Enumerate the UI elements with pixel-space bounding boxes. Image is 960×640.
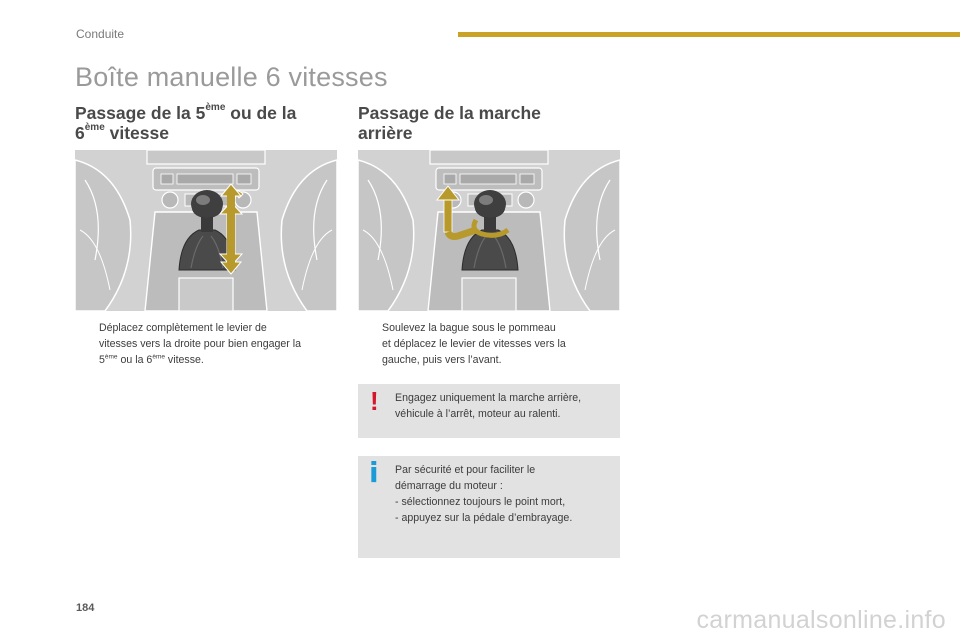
warning-note — [358, 384, 620, 438]
heading-fifth-sixth-gear — [75, 103, 345, 143]
info-list-item: - sélectionnez toujours le point mort, — [395, 496, 566, 508]
info-icon: i — [369, 456, 379, 489]
gear-lever-vertical-arrow-icon — [75, 150, 337, 311]
heading-superscript: ème — [84, 122, 105, 134]
watermark-logo: carmanualsonline.info — [696, 606, 946, 634]
text-line: gauche, puis vers l’avant. — [382, 354, 502, 366]
heading-reverse-gear — [358, 103, 620, 143]
heading-superscript: ème — [205, 102, 226, 114]
instruction-reverse-gear — [358, 320, 618, 368]
heading-text: ou de la — [225, 103, 297, 123]
info-note — [358, 456, 620, 558]
warning-icon: ! — [370, 386, 379, 416]
gear-lever-illustration — [75, 150, 337, 311]
page-title: Boîte manuelle 6 vitesses — [75, 62, 388, 92]
text-line: vitesse. — [164, 354, 204, 366]
heading-text: Passage de la 5 — [75, 103, 206, 123]
instruction-text — [75, 320, 340, 368]
text-line: Soulevez la bague sous le pommeau — [382, 322, 556, 334]
instruction-fifth-sixth-gear — [75, 320, 340, 368]
text-line: ou la 6 — [117, 354, 153, 366]
info-list-item: - appuyez sur la pédale d’embrayage. — [395, 512, 573, 524]
text-line: Déplacez complètement le levier de — [99, 322, 267, 334]
superscript: ème — [104, 353, 118, 361]
section-label: Conduite — [76, 27, 125, 41]
warning-text — [395, 390, 617, 422]
superscript: ème — [152, 353, 165, 361]
heading-text: vitesse — [104, 123, 169, 143]
gear-lever-illustration — [358, 150, 620, 311]
text-line: et déplacez le levier de vitesses vers la — [382, 338, 566, 350]
text-line: 5 — [99, 354, 105, 366]
text-line: vitesses vers la droite pour bien engager la — [99, 338, 301, 350]
page-number: 184 — [76, 602, 95, 614]
heading-text: 6 — [75, 123, 85, 143]
heading-text: arrière — [358, 123, 413, 143]
text-line: Engagez uniquement la marche arrière, — [395, 392, 582, 404]
info-text — [395, 462, 617, 526]
gear-lever-reverse-arrow-icon — [358, 150, 620, 311]
header-accent-rule — [458, 32, 960, 37]
text-line: véhicule à l’arrêt, moteur au ralenti. — [395, 408, 561, 420]
text-line: démarrage du moteur : — [395, 480, 503, 492]
heading-text: Passage de la marche — [358, 103, 541, 123]
text-line: Par sécurité et pour faciliter le — [395, 464, 536, 476]
instruction-text — [358, 320, 618, 368]
